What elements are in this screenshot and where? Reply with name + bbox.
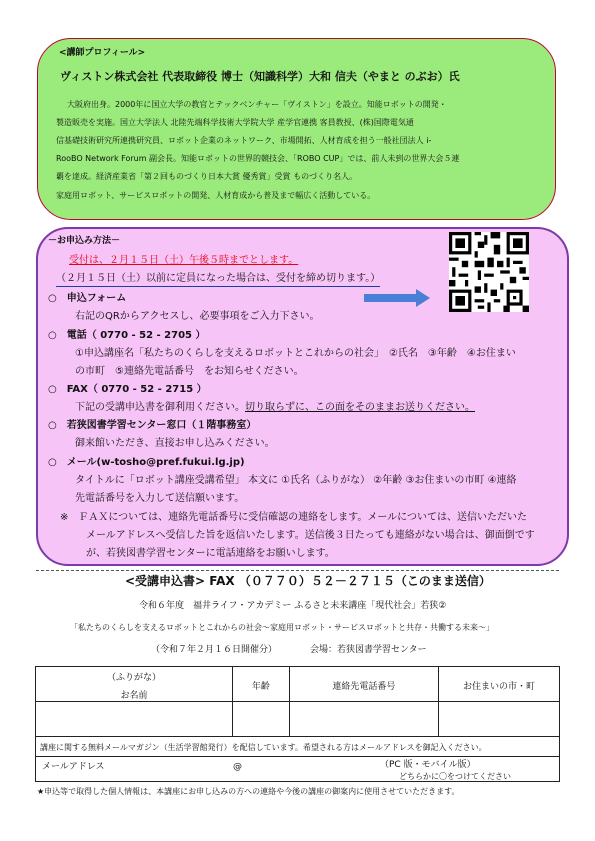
bio-line: 製造販売を実施。国立大学法人 北陸先端科学技術大学院大学 産学官連携 客員教授、(株)国際電気通 (56, 118, 414, 127)
cut-line (36, 570, 559, 571)
fax-method-label: ○ FAX（ 0770 - 52 - 2715 ） (48, 384, 207, 395)
email-type-options[interactable]: （PC 版・モバイル版） (380, 760, 476, 770)
phone-header-cell (289, 667, 439, 702)
bio-line: 大阪府出身。2000年に国立大学の教官とテックベンチャー「ヴイストン」を設立。知能ロボットの開発・ (67, 100, 447, 109)
form-method-label: ○ 申込フォーム (48, 293, 127, 304)
city-header-cell (439, 667, 560, 702)
program-name: 令和６年度 福井ライフ・アカデミー ふるさと未来講座「現代社会」若狭② (139, 601, 447, 611)
window-method-label: ○ 若狭図書学習センター窓口（１階事務室） (48, 420, 257, 431)
bio-line: RooBO Network Forum 副会長。知能ロボットの世界的競技会、「ROBO CUP」では、前人未到の世界大会５連 (56, 154, 460, 163)
bio-line: 覇を達成。経済産業省「第２回ものづくり日本大賞 優秀賞」受賞 ものづくり名人。 (56, 172, 358, 181)
email-label: メールアドレス (42, 762, 105, 772)
phone-input-cell[interactable] (289, 702, 439, 737)
application-form-title: <受講申込書> FAX （０７７０）５２－２７１５（このまま送信） (125, 574, 491, 588)
form-method-desc: 右記のQRからアクセスし、必要事項をご入力下さい。 (75, 311, 320, 322)
city-header: お住まいの市・町 (463, 682, 536, 692)
age-header-cell (233, 667, 290, 702)
phone-header: 連絡先電話番号 (332, 682, 396, 692)
notes-line: ※ ＦＡＸについては、連絡先電話番号に受信確認の連絡をします。メールについては、送信いただいた (60, 512, 527, 523)
qr-code-icon[interactable] (449, 232, 529, 312)
event-venue: 会場：若狭図書学習センター (310, 645, 427, 655)
profile-heading: <講師プロフィール> (59, 48, 146, 58)
bio-line: 家庭用ロボット、サービスロボットの開発、人材育成から普及まで幅広く活動している。 (56, 191, 376, 200)
newsletter-note: 講座に関する無料メールマガジン（生活学習館発行）を配信しています。希望される方はメールアドレスを御記入ください。 (40, 743, 487, 752)
notes-line: メールアドレスへ受信した旨を返信いたします。送信後３日たっても連絡がない場合は、御面倒です (86, 530, 535, 541)
arrow-right-icon (364, 289, 430, 307)
at-mark: @ (233, 762, 242, 772)
event-date: （令和７年２月１６日開催分） (151, 645, 278, 655)
phone-method-desc: の市町 ⑤連絡先電話番号 をお知らせください。 (75, 366, 304, 377)
apply-heading: －お申込み方法－ (48, 236, 121, 246)
name-header: お名前 (120, 691, 148, 701)
mail-method-label[interactable]: ○ メール(w-tosho@pref.fukui.lg.jp) (48, 457, 245, 468)
phone-method-desc: ①申込講座名「私たちのくらしを支えるロボットとこれからの社会」 ②氏名 ③年齢 ④お住まい (75, 348, 516, 359)
mail-method-desc: タイトルに「ロボット講座受講希望」 本文に ①氏名（ふりがな） ②年齢 ③お住まいの市町 ④連絡 (75, 475, 517, 486)
newsletter-cell (36, 737, 560, 757)
privacy-note: ★申込等で取得した個人情報は、本講座にお申し込みの方への連絡や今後の講座の御案内に使用させていただきます。 (37, 787, 460, 796)
window-method-desc: 御来館いただき、直接お申し込みください。 (75, 438, 275, 449)
mail-method-desc: 先電話番号を入力して送信願います。 (75, 493, 245, 504)
phone-method-label: ○ 電話（ 0770 - 52 - 2705 ） (48, 330, 206, 341)
application-table (35, 666, 560, 782)
bio-line: 信基礎技術研究所連携研究員、ロボット企業のネットワーク、市場開拓、人材育成を担う一般社団法人 i- (56, 136, 432, 145)
course-title: 「私たちのくらしを支えるロボットとこれからの社会～家庭用ロボット・サービスロボットと共存・共働する未来～」 (70, 623, 494, 632)
city-input-cell[interactable] (439, 702, 560, 737)
instructor-name: ヴィストン株式会社 代表取締役 博士（知識科学）大和 信夫（やまと のぶお）氏 (60, 70, 460, 83)
fax-method-desc: 下記の受講申込書を御利用ください。切り取らずに、この面をそのままお送りください。 (75, 402, 475, 413)
age-input-cell[interactable] (233, 702, 290, 737)
deadline-notice: 受付は、２月１５日（土）午後５時までとします。 (69, 255, 299, 266)
name-header-cell (36, 667, 233, 702)
name-input-cell[interactable] (36, 702, 233, 737)
email-input-cell[interactable] (36, 757, 560, 782)
capacity-note: （２月１５日（土）以前に定員になった場合は、受付を締め切ります。） (56, 274, 380, 287)
notes-line: が、若狭図書学習センターに電話連絡をお願いします。 (86, 548, 335, 559)
age-header: 年齢 (251, 682, 270, 692)
furigana-header: （ふりがな） (107, 673, 162, 683)
email-type-note: どちらかに〇をつけてください (399, 772, 511, 781)
